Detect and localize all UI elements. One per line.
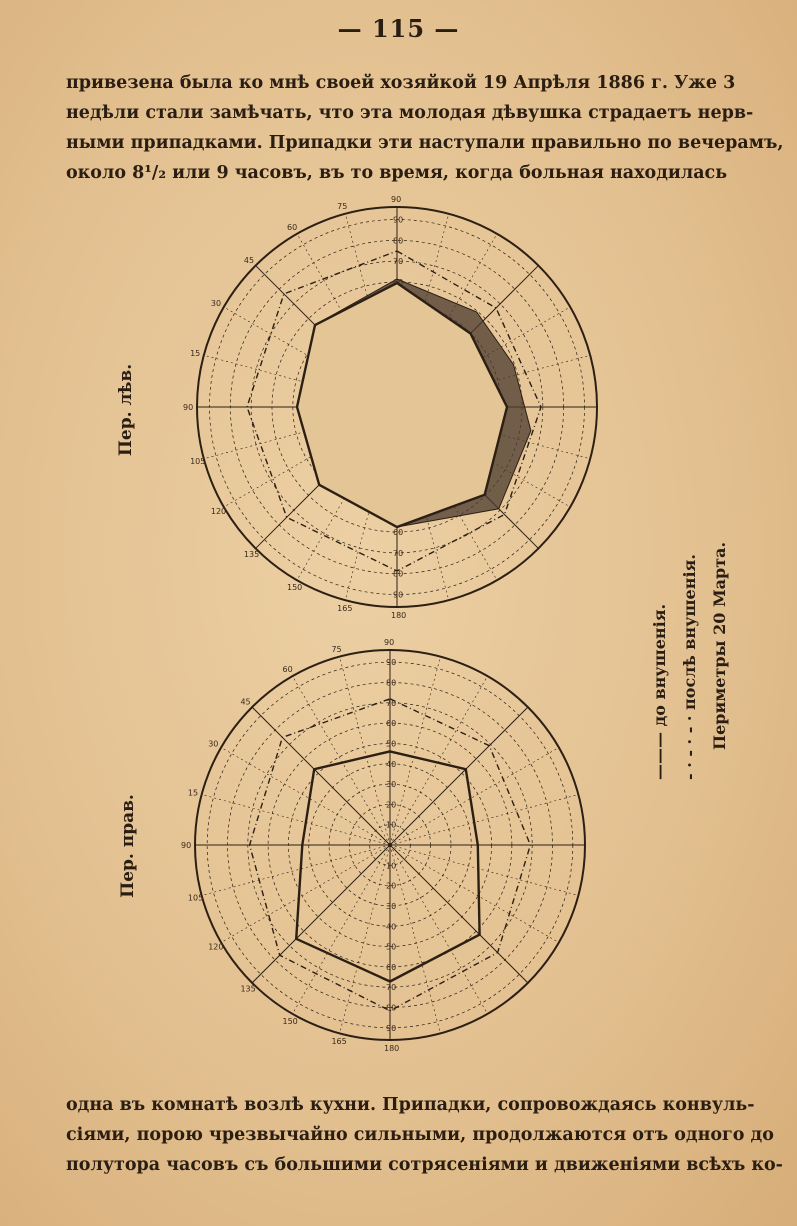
meridian-line: [252, 707, 390, 845]
ring-label: 80: [393, 569, 404, 579]
ring-label: 70: [386, 983, 397, 993]
left-eye-label: Пер. лѣв.: [116, 363, 137, 457]
ring-label: 60: [386, 962, 397, 972]
ring-label: 30: [386, 780, 397, 790]
rim-label: 30: [210, 299, 222, 308]
text-line: привезена была ко мнѣ своей хозяйкой 19 Апрѣля 1886 г. Уже 3: [66, 73, 736, 93]
meridian-line: [390, 845, 440, 1033]
ring-label: 50: [386, 942, 397, 952]
text-line: ными припадками. Припадки эти наступали правильно по вечерамъ,: [66, 133, 784, 153]
rim-label: 90: [391, 195, 402, 204]
rim-label: 75: [331, 644, 342, 654]
ring-label: 10: [386, 820, 397, 830]
rim-label: 45: [243, 255, 255, 265]
meridian-line: [293, 845, 391, 1014]
ring-label: 80: [386, 678, 397, 688]
ring-label: 70: [393, 548, 404, 558]
legend-solid-marker: ———: [650, 732, 669, 780]
ring-label: 90: [393, 215, 404, 225]
rim-label: 180: [391, 611, 407, 620]
legend-after-text: послѣ внушенія.: [680, 554, 699, 710]
perimeter-chart-left: [183, 195, 597, 620]
meridian-line: [390, 707, 528, 845]
paragraph-bottom: [66, 1090, 783, 1180]
ring-label: 90: [386, 658, 397, 668]
ring-label: 70: [386, 698, 397, 708]
meridian-line: [252, 845, 390, 983]
rim-label: 90: [183, 403, 194, 412]
rim-label: 45: [240, 697, 251, 707]
ring-label: 90: [393, 590, 404, 600]
rim-label: 60: [282, 665, 293, 675]
ring-label: 60: [393, 528, 404, 537]
ring-label: 80: [386, 1003, 397, 1013]
meridian-line: [390, 657, 440, 845]
rim-label: 165: [337, 603, 353, 613]
rim-label: 120: [208, 942, 224, 952]
meridian-line: [390, 845, 578, 895]
meridian-line: [390, 845, 488, 1014]
ring-label: 70: [393, 257, 404, 267]
text-line: сіями, порою чрезвычайно сильными, продолжаются отъ одного до: [66, 1125, 774, 1145]
meridian-line: [202, 795, 390, 845]
rim-label: 30: [208, 739, 219, 749]
rim-label: 135: [240, 984, 256, 994]
ring-label: 40: [386, 759, 397, 769]
meridian-line: [390, 845, 528, 983]
rim-label: 120: [210, 507, 227, 516]
rim-label: 15: [190, 349, 201, 359]
rim-label: 180: [384, 1044, 400, 1053]
rim-label: 90: [181, 841, 192, 850]
rim-label: 105: [190, 456, 206, 466]
ring-label: 80: [393, 236, 404, 246]
legend-caption: Периметры 20 Марта.: [710, 541, 729, 750]
rim-label: 60: [287, 222, 298, 232]
ring-label: 60: [386, 719, 397, 729]
meridian-line: [390, 845, 559, 943]
rim-label: 135: [243, 550, 260, 560]
ring-label: 40: [386, 922, 397, 932]
text-line: полутора часовъ съ большими сотрясеніями и движеніями всѣхъ ко-: [66, 1155, 783, 1175]
ring-label: 50: [386, 739, 397, 749]
text-line: около 8¹/₂ или 9 часовъ, въ то время, когда больная находилась: [66, 163, 728, 183]
meridian-line: [340, 657, 390, 845]
page-number: — 115 —: [337, 14, 460, 43]
ring-label: 10: [386, 861, 397, 871]
rim-label: 75: [337, 202, 348, 212]
ring-label: 20: [386, 800, 397, 810]
text-line: одна въ комнатѣ возлѣ кухни. Припадки, сопровождаясь конвуль-: [66, 1095, 755, 1115]
rim-label: 90: [384, 638, 395, 647]
ring-label: 90: [386, 1023, 397, 1033]
legend-dashdot-marker: - · - · - ·: [680, 715, 699, 780]
right-eye-label: Пер. прав.: [117, 794, 138, 898]
rim-label: 105: [187, 893, 204, 903]
ring-label: 20: [386, 881, 397, 891]
legend-after: [680, 554, 699, 780]
meridian-line: [202, 845, 390, 895]
rim-label: 150: [282, 1016, 298, 1026]
rim-label: 150: [287, 583, 303, 593]
legend-before-text: до внушенія.: [650, 603, 669, 727]
meridian-line: [221, 845, 390, 943]
rim-label: 165: [331, 1037, 347, 1047]
perimeter-chart-right: [181, 638, 585, 1053]
meridian-line: [390, 795, 578, 845]
ring-label: 30: [386, 901, 397, 911]
rim-label: 15: [187, 788, 199, 798]
legend: [650, 480, 729, 780]
text-line: недѣли стали замѣчать, что эта молодая дѣвушка страдаетъ нерв-: [66, 103, 754, 123]
meridian-line: [340, 845, 390, 1033]
legend-before: [650, 604, 669, 780]
